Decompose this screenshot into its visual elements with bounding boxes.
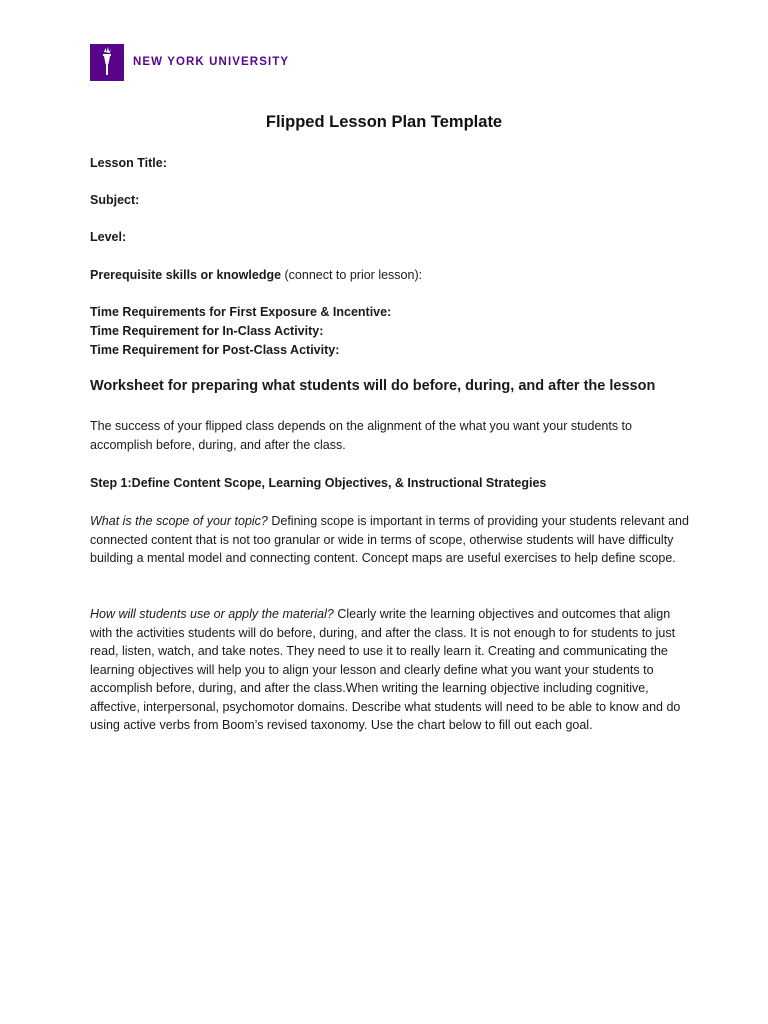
time-in-class-label: Time Requirement for In-Class Activity: bbox=[90, 324, 324, 338]
apply-question: How will students use or apply the material? bbox=[90, 607, 334, 621]
step1-heading: Step 1:Define Content Scope, Learning Objectives, & Instructional Strategies bbox=[90, 476, 547, 490]
nyu-logo bbox=[90, 44, 124, 81]
level-label: Level: bbox=[90, 230, 127, 244]
intro-paragraph bbox=[90, 417, 690, 454]
intro-text: The success of your flipped class depends on the alignment of the what you want your students to accomplish before, during, and after the class. bbox=[90, 419, 632, 452]
torch-icon bbox=[90, 44, 124, 81]
time-first-exposure-label: Time Requirements for First Exposure & Incentive: bbox=[90, 305, 392, 319]
apply-paragraph bbox=[90, 605, 690, 735]
scope-question: What is the scope of your topic? bbox=[90, 514, 268, 528]
apply-text: Clearly write the learning objectives and outcomes that align with the activities students will do before, during, and after the class. It is not enough to for students to just read, listen, watch, and take notes. They need to use it to really learn it. Creating and communicating the learning objectives will help you to align your lesson and clearly define what you want your students to accomplish before, during, and after the class.When writing the learning objective including cognitive, affective, interpersonal, psychomotor domains. Describe what students will need to be able to know and do using active verbs from Boom’s revised taxonomy. Use the chart below to fill out each goal. bbox=[90, 607, 681, 732]
worksheet-heading: Worksheet for preparing what students will do before, during, and after the lesson bbox=[90, 378, 656, 394]
prerequisite-label: Prerequisite skills or knowledge bbox=[90, 268, 282, 282]
logo-text: NEW YORK UNIVERSITY bbox=[133, 56, 290, 68]
time-post-class-label: Time Requirement for Post-Class Activity: bbox=[90, 343, 340, 357]
prerequisite-line bbox=[90, 266, 422, 284]
scope-text: Defining scope is important in terms of providing your students relevant and connected content that is not too granular or wide in terms of scope, otherwise students will have difficulty building a mental model and connecting content. Concept maps are useful exercises to help define scope. bbox=[90, 514, 689, 565]
prerequisite-note: (connect to prior lesson): bbox=[281, 268, 423, 282]
lesson-title-label: Lesson Title: bbox=[90, 156, 167, 170]
subject-label: Subject: bbox=[90, 193, 140, 207]
scope-paragraph bbox=[90, 512, 690, 568]
document-title: Flipped Lesson Plan Template bbox=[265, 113, 503, 131]
